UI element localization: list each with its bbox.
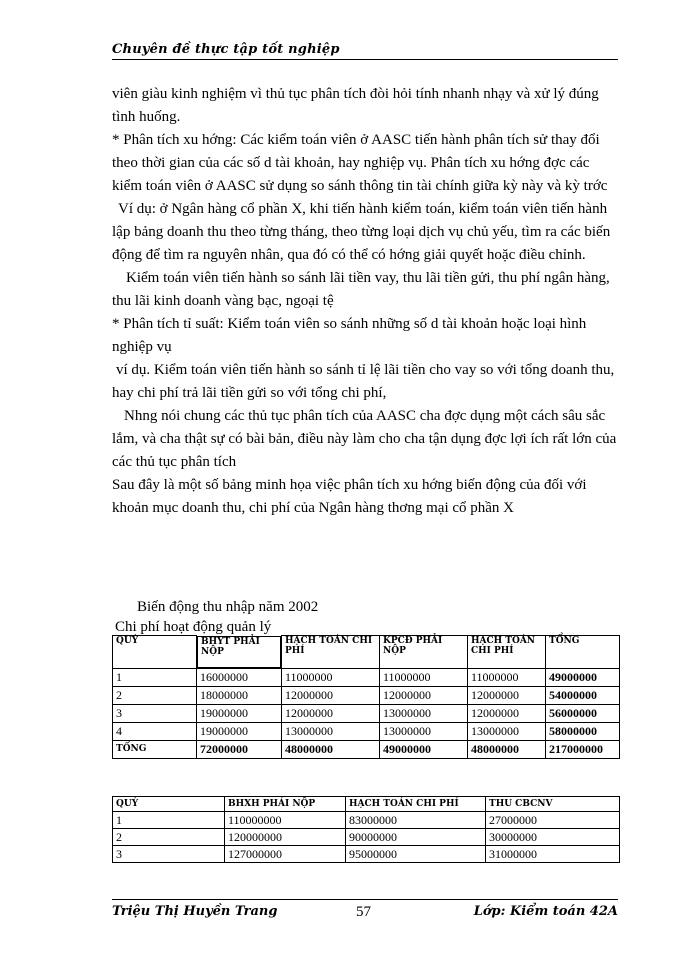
paragraph: Kiểm toán viên tiến hành so sánh lãi tiền vay, thu lãi tiền gửi, thu phí ngân hàng, thu lãi kinh doanh vàng bạc, ngoại tệ [112,270,610,309]
table-row [113,704,620,722]
paragraph: viên giàu kinh nghiệm vì thủ tục phân tích đòi hỏi tính nhanh nhạy và xử lý đúng tình huống. [112,86,599,125]
table-cell: 1 [113,668,197,686]
table-cell: 11000000 [468,668,546,686]
page-header-title: Chuyên đề thực tập tốt nghiệp [112,42,618,60]
table-cell: 13000000 [282,722,380,740]
paragraph: Ví dụ: ở Ngân hàng cổ phần X, khi tiến hành kiểm toán, kiểm toán viên tiến hành lập bảng doanh thu theo từng tháng, theo từng loại dịch vụ chủ yếu, tìm ra các biến động để tìm ra nguyên nhân, qua đó có thể có hớng giải quyết hoặc điều chỉnh. [112,201,611,263]
table-cell: 3 [113,704,197,722]
table-cell: 48000000 [468,740,546,758]
social-insurance-table [112,796,620,863]
paragraph: * Phân tích tỉ suất: Kiểm toán viên so sánh những số d tài khoản hoặc loại hình nghiệp vụ [112,316,587,355]
table-cell: 2 [113,829,225,846]
column-header: QUÝ [113,797,225,812]
table-row [113,846,620,863]
table-cell: 12000000 [282,686,380,704]
management-cost-table [112,635,620,759]
table-cell: 83000000 [346,812,486,829]
table-cell: 11000000 [380,668,468,686]
table-row [113,686,620,704]
table-cell: 11000000 [282,668,380,686]
table-cell: 95000000 [346,846,486,863]
column-header: THU CBCNV [486,797,620,812]
table-row [113,722,620,740]
table-cell: 27000000 [486,812,620,829]
table-caption-management-costs: Chi phí hoạt động quản lý [115,619,272,635]
table-cell: 19000000 [197,722,282,740]
table-row [113,812,620,829]
table-cell: 72000000 [197,740,282,758]
table-cell: 58000000 [546,722,620,740]
column-header: BHXH PHẢI NỘP [225,797,346,812]
column-header: HẠCH TOÁN CHI PHÍ [282,636,380,669]
table-header-row [113,797,620,812]
body-text [112,83,618,520]
table-total-row [113,740,620,758]
paragraph: Nhng nói chung các thủ tục phân tích của AASC cha đợc dụng một cách sâu sắc lắm, và cha thật sự có bài bản, điều này làm cho cha tận dụng đợc lợi ích rất lớn của các thủ tục phân tích [112,408,617,470]
table-cell: 18000000 [197,686,282,704]
paragraph: Sau đây là một số bảng minh họa việc phân tích xu hớng biến động của đối với khoản mục doanh thu, chi phí của Ngân hàng thơng mại cổ phần X [112,477,587,516]
table-cell: 4 [113,722,197,740]
table-cell: 30000000 [486,829,620,846]
table-cell: 110000000 [225,812,346,829]
table-cell: 217000000 [546,740,620,758]
table-cell: 120000000 [225,829,346,846]
paragraph: * Phân tích xu hớng: Các kiểm toán viên ở AASC tiến hành phân tích sử thay đổi theo thời gian của các số d tài khoản, hay nghiệp vụ. Phân tích xu hớng đợc các kiểm toán viên ở AASC sử dụng so sánh thông tin tài chính giữa kỳ này và kỳ trớc [112,132,608,194]
column-header: TỔNG [546,636,620,669]
table-cell: 3 [113,846,225,863]
table-cell: TỔNG [113,740,197,758]
column-header: HẠCH TOÁN CHI PHÍ [346,797,486,812]
table-cell: 49000000 [380,740,468,758]
table-cell: 31000000 [486,846,620,863]
page-number: 57 [356,904,371,920]
page-footer [112,899,618,920]
column-header: HẠCH TOÁN CHI PHÍ [468,636,546,669]
table-cell: 90000000 [346,829,486,846]
table-cell: 48000000 [282,740,380,758]
table-cell: 127000000 [225,846,346,863]
column-header: KPCĐ PHẢI NỘP [380,636,468,669]
table-cell: 2 [113,686,197,704]
table-cell: 12000000 [282,704,380,722]
table-cell: 12000000 [468,704,546,722]
table-cell: 1 [113,812,225,829]
column-header: QUÝ [113,636,197,669]
footer-class: Lớp: Kiểm toán 42A [473,904,618,919]
table-cell: 12000000 [468,686,546,704]
table-cell: 12000000 [380,686,468,704]
paragraph: ví dụ. Kiểm toán viên tiến hành so sánh tỉ lệ lãi tiền cho vay so với tổng doanh thu, hay chi phí trả lãi tiền gửi so với tổng chi phí, [112,362,615,401]
table-cell: 16000000 [197,668,282,686]
table-cell: 13000000 [380,704,468,722]
footer-author: Triệu Thị Huyền Trang [112,904,278,919]
table-row [113,829,620,846]
table-cell: 13000000 [468,722,546,740]
table-header-row [113,636,620,669]
table-row [113,668,620,686]
table-caption-income: Biến động thu nhập năm 2002 [137,599,319,615]
table-cell: 56000000 [546,704,620,722]
table-cell: 49000000 [546,668,620,686]
table-cell: 19000000 [197,704,282,722]
table-cell: 13000000 [380,722,468,740]
column-header: BHYT PHẢI NỘP [197,636,281,668]
table-cell: 54000000 [546,686,620,704]
